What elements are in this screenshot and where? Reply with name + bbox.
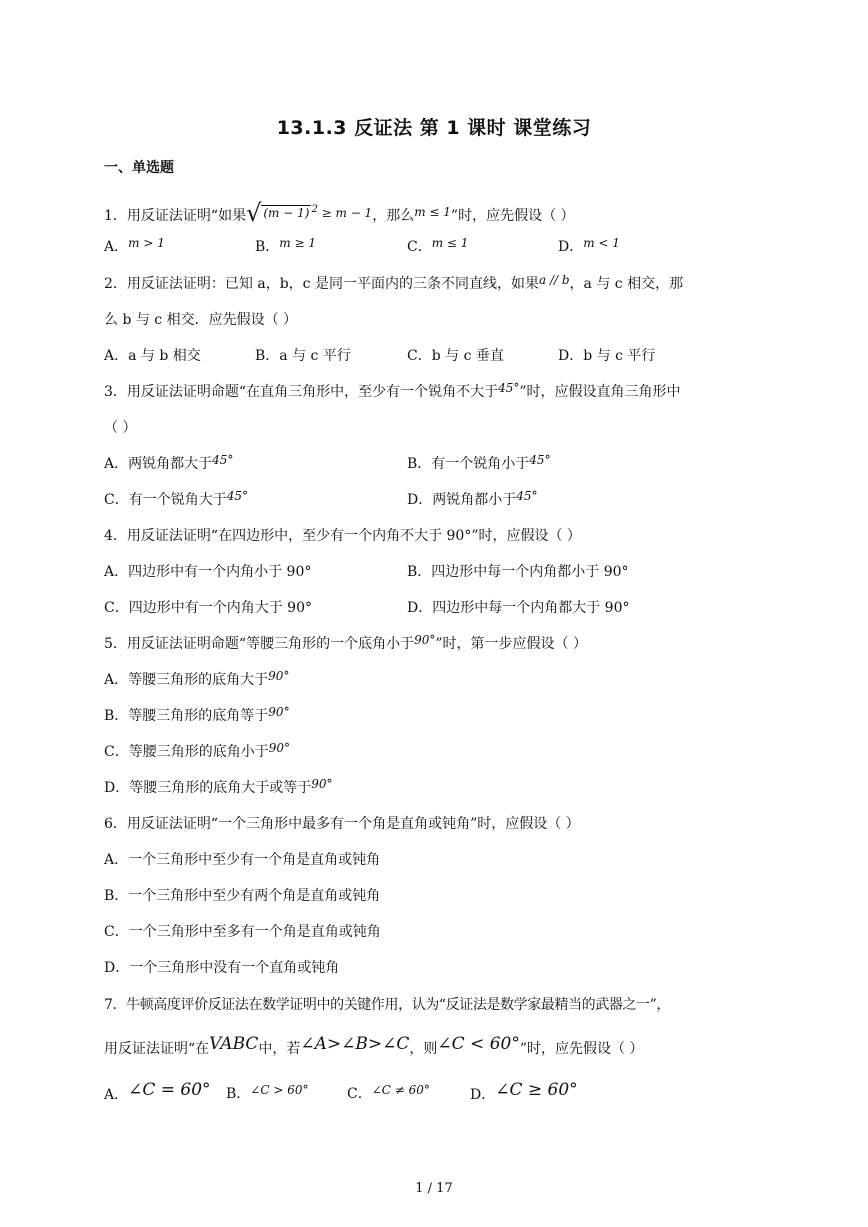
question-6-option-c: C．一个三角形中至多有一个角是直角或钝角 [104, 924, 381, 940]
option-label: C． [407, 239, 432, 255]
question-3-option-d [407, 490, 538, 510]
degree-value: 90° [268, 669, 290, 683]
option-value: m ≤ 1 [431, 236, 469, 250]
degree-value: 45° [516, 489, 538, 503]
question-5-text-b: ”时，第一步应假设（ ） [435, 636, 587, 652]
question-5-text-a: 5．用反证法证明命题“等腰三角形的一个底角小于 [104, 636, 415, 652]
question-1-option-a [104, 237, 165, 257]
question-1-text-a: 1．用反证法证明“如果 [104, 208, 247, 224]
question-4-option-a: A．四边形中有一个内角小于 90° [104, 564, 312, 580]
question-6-option-d: D．一个三角形中没有一个直角或钝角 [104, 960, 340, 976]
exponent: 2 [311, 204, 318, 215]
question-1-option-b [255, 237, 316, 257]
question-5-option-d [104, 778, 333, 798]
question-7-text-b: 中，若 [258, 1041, 301, 1057]
question-2-stem-line-1 [104, 274, 683, 294]
parallel-expression: a // b [538, 273, 570, 287]
question-7-stem-line-1: 7．牛顿高度评价反证法在数学证明中的关键作用，认为“反证法是数学家最精当的武器之一”， [104, 997, 671, 1013]
question-3-option-a [104, 454, 233, 474]
degree-value: 90° [414, 633, 436, 647]
option-value: m < 1 [583, 236, 620, 250]
triangle-name: VABC [209, 1034, 259, 1054]
option-text: D．两锐角都小于 [407, 492, 517, 508]
question-4-option-d: D．四边形中每一个内角都大于 90° [407, 600, 630, 616]
question-3-stem-line-1 [104, 382, 681, 402]
question-4-option-c: C．四边形中有一个内角大于 90° [104, 600, 312, 616]
option-label: D． [558, 239, 584, 255]
question-4-option-b: B．四边形中每一个内角都小于 90° [407, 564, 629, 580]
question-5-option-c [104, 742, 290, 762]
angle-condition: ∠A>∠B>∠C [300, 1034, 410, 1054]
question-3-text-b: ”时，应假设直角三角形中 [519, 384, 681, 400]
option-label: A． [104, 1087, 129, 1103]
option-text: C．等腰三角形的底角小于 [104, 744, 269, 760]
question-4-stem: 4．用反证法证明“在四边形中，至少有一个内角不大于 90°”时，应假设（ ） [104, 528, 581, 544]
degree-value: 90° [268, 705, 290, 719]
sqrt-expression: √ (m − 1) $^2$ ≥ m − 1 [246, 199, 373, 227]
question-2-option-d: D．b 与 c 平行 [558, 348, 656, 364]
question-2-stem-line-2: 么 b 与 c 相交．应先假设（ ） [104, 312, 298, 328]
question-7-stem-line-2 [104, 1034, 644, 1059]
option-label: A． [104, 239, 129, 255]
question-2-option-b: B．a 与 c 平行 [255, 348, 351, 364]
degree-value: 45° [529, 453, 551, 467]
question-3-text-a: 3．用反证法证明命题“在直角三角形中，至少有一个锐角不大于 [104, 384, 499, 400]
question-7-text-d: ”时，应先假设（ ） [519, 1041, 644, 1057]
question-7-option-a [104, 1080, 211, 1105]
question-7-text-a: 用反证法证明“在 [104, 1041, 210, 1057]
question-6-stem: 6．用反证法证明“一个三角形中最多有一个角是直角或钝角”时，应假设（ ） [104, 816, 580, 832]
question-2-text-b: ，a 与 c 相交，那 [569, 276, 684, 292]
option-text: B．有一个锐角小于 [407, 456, 530, 472]
question-3-option-b [407, 454, 551, 474]
radicand: (m − 1) [263, 206, 310, 220]
option-value: ∠C ≥ 60° [495, 1080, 578, 1100]
degree-value: 90° [311, 777, 333, 791]
option-text: A．两锐角都大于 [104, 456, 213, 472]
question-6-option-a: A．一个三角形中至少有一个角是直角或钝角 [104, 852, 381, 868]
question-7-option-d [470, 1080, 578, 1105]
question-2-option-a: A．a 与 b 相交 [104, 348, 201, 364]
degree-value: 45° [226, 489, 248, 503]
question-1-text-c: ”时，应先假设（ ） [450, 208, 575, 224]
question-7-option-b [226, 1084, 309, 1104]
question-2-text-a: 2．用反证法证明：已知 a，b，c 是同一平面内的三条不同直线，如果 [104, 276, 539, 292]
option-value: m ≥ 1 [279, 236, 316, 250]
option-value: ∠C ≠ 60° [371, 1083, 430, 1097]
option-text: D．等腰三角形的底角大于或等于 [104, 780, 312, 796]
sqrt-rhs: ≥ m − 1 [317, 206, 373, 220]
question-1-text-b: ，那么 [372, 208, 415, 224]
question-2-option-c: C．b 与 c 垂直 [407, 348, 504, 364]
question-7-text-c: ，则 [409, 1041, 438, 1057]
option-label: C． [347, 1086, 372, 1102]
question-3-option-c [104, 490, 248, 510]
option-value: ∠C > 60° [250, 1083, 309, 1097]
option-label: B． [255, 239, 280, 255]
question-5-stem [104, 634, 587, 654]
question-6-option-b: B．一个三角形中至少有两个角是直角或钝角 [104, 888, 381, 904]
question-3-stem-line-2: （ ） [104, 420, 137, 436]
page-number: 1 / 17 [415, 1181, 453, 1196]
degree-value: 90° [268, 741, 290, 755]
question-1-option-d [558, 237, 620, 257]
option-text: B．等腰三角形的底角等于 [104, 708, 269, 724]
question-1-option-c [407, 237, 468, 257]
angle-conclusion: ∠C < 60° [437, 1034, 520, 1054]
option-text: A．等腰三角形的底角大于 [104, 672, 269, 688]
page-title: 13.1.3 反证法 第 1 课时 课堂练习 [276, 117, 592, 139]
degree-value: 45° [212, 453, 234, 467]
question-5-option-a [104, 670, 289, 690]
question-1-stem [104, 199, 575, 227]
option-text: C．有一个锐角大于 [104, 492, 227, 508]
option-label: B． [226, 1086, 251, 1102]
degree-value: 45° [498, 381, 520, 395]
option-value: ∠C = 60° [128, 1080, 211, 1100]
option-label: D． [470, 1087, 496, 1103]
question-5-option-b [104, 706, 290, 726]
question-7-option-c [347, 1084, 430, 1104]
question-1-condition: m ≤ 1 [414, 205, 451, 219]
section-heading: 一、单选题 [104, 160, 174, 176]
option-value: m > 1 [128, 236, 165, 250]
